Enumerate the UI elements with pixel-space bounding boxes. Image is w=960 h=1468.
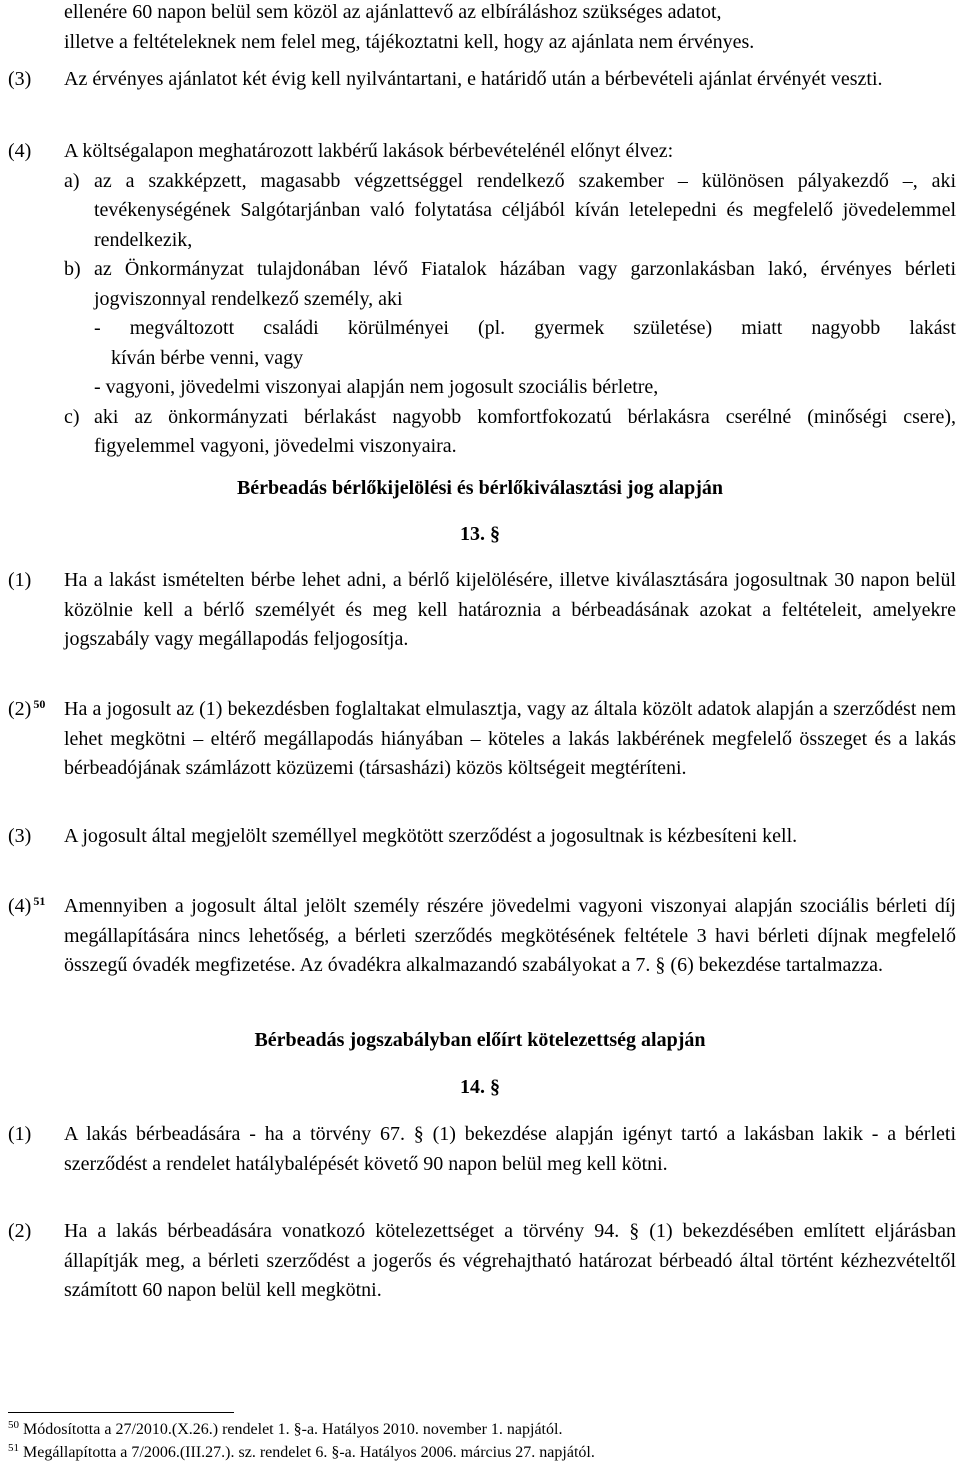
footnote-number: 50 [8, 1419, 19, 1431]
footnote-51 [8, 1443, 595, 1463]
list-label: a) [64, 169, 80, 192]
list-item-b [64, 255, 956, 403]
paragraph-number: (4) $^{51}$ [8, 894, 46, 917]
paragraph-12-4 [8, 137, 956, 462]
paragraph-text: Ha a lakás bérbeadására vonatkozó kötelezettséget a törvény 94. § (1) bekezdésében említett eljárásban állapítják meg, a bérleti szerződést a jogerős és végrehajtható határozat bérbeadó által történt kézhezvételtől számított 60 napon belül kell megkötni. [64, 1220, 956, 1301]
paragraph-text: Az érvényes ajánlatot két évig kell nyilvántartani, e határidő után a bérbevételi ajánlat érvényét veszti. [64, 68, 883, 90]
dash-item-2: - vagyoni, jövedelmi viszonyai alapján nem jogosult szociális bérletre, [94, 376, 659, 398]
paragraph-text: Ha a lakást ismételten bérbe lehet adni, a bérlő kijelölésére, illetve kiválasztására jogosultnak 30 napon belül közölnie kell a bérlő személyét és meg kell határoznia a bérbeadásának azokat a feltételeit, amelyekre jogszabály vagy megállapodás feljogosítja. [64, 569, 956, 650]
paragraph-14-1 [8, 1120, 956, 1179]
list-label: b) [64, 258, 81, 280]
footnote-separator [8, 1412, 234, 1413]
paragraph-13-3 [8, 822, 956, 852]
paragraph-13-4 [8, 892, 956, 981]
section-number-14: 14. § [460, 1076, 500, 1098]
section-heading-14: Bérbeadás jogszabályban előírt kötelezettség alapján [254, 1029, 706, 1051]
list-text: az a szakképzett, magasabb végzettséggel rendelkező szakember – különösen pályakezdő –, aki tevékenységének Salgótarjánban való folytatása céljából kíván letelepedni és megfelelő jövedelemmel rendelkezik, [94, 169, 956, 251]
list-text: aki az önkormányzati bérlakást nagyobb komfortfokozatú bérlakásra cserélné (minőségi csere), figyelemmel vagyoni, jövedelmi viszonyaira. [94, 405, 956, 457]
paragraph-number: (1) [8, 569, 32, 591]
paragraph-number: (2) $^{50}$ [8, 697, 46, 720]
footnote-ref-51[interactable]: 51 [33, 894, 46, 908]
footnote-text: Módosította a 27/2010.(X.26.) rendelet 1. §-a. Hatályos 2010. november 1. napjától. [23, 1421, 563, 1438]
dash-item-1-cont: kíván bérbe venni, vagy [111, 346, 304, 369]
intro-line-1: ellenére 60 napon belül sem közöl az ajánlattevő az elbíráláshoz szükséges adatot, [64, 1, 722, 23]
paragraph-text: A jogosult által megjelölt személlyel megkötött szerződést a jogosultnak is kézbesíteni kell. [64, 825, 798, 847]
paragraph-number: (2) [8, 1220, 32, 1242]
list-item-a [64, 167, 956, 256]
paragraph-text: Ha a jogosult az (1) bekezdésben foglaltakat elmulasztja, vagy az általa közölt adatok alapján a szerződést nem lehet megkötni – eltérő megállapodás hiányában – köteles a lakás lakbérének megfelelő összeget és a lakás bérbeadójának számlázott közüzemi (társasházi) közös költségeit megtéríteni. [64, 698, 956, 779]
footnote-number: 51 [8, 1442, 19, 1454]
paragraph-number: (4) [8, 140, 32, 162]
paragraph-13-1 [8, 566, 956, 655]
paragraph-13-2 [8, 695, 956, 784]
paragraph-14-2 [8, 1217, 956, 1306]
footnote-text: Megállapította a 7/2006.(III.27.). sz. rendelet 6. §-a. Hatályos 2006. március 27. napjától. [23, 1444, 595, 1461]
paragraph-text: A lakás bérbeadására - ha a törvény 67. § (1) bekezdése alapján igényt tartó a lakásban lakik - a bérleti szerződést a rendelet hatálybalépését követő 90 napon belül meg kell kötni. [64, 1123, 956, 1175]
paragraph-number: (3) [8, 68, 32, 90]
paragraph-12-3 [8, 65, 956, 95]
list-label: c) [64, 405, 80, 428]
paragraph-number: (3) [8, 825, 32, 847]
section-heading-13: Bérbeadás bérlőkijelölési és bérlőkiválasztási jog alapján [236, 477, 724, 499]
paragraph-number: (1) [8, 1123, 32, 1145]
intro-line-2: illetve a feltételeknek nem felel meg, tájékoztatni kell, hogy az ajánlata nem érvényes. [64, 30, 755, 53]
paragraph-text: Amennyiben a jogosult által jelölt személy részére jövedelmi vagyoni viszonyai alapján szociális bérleti díj megállapítására nincs lehetőség, a bérleti szerződés megkötésének feltétele 3 havi bérleti díjnak megfelelő összegű óvadék megfizetése. Az óvadékra alkalmazandó szabályokat a 7. § (6) bekezdése tartalmazza. [64, 895, 956, 976]
dash-item-1: - megváltozott családi körülményei (pl. gyermek születése) miatt nagyobb lakást [94, 317, 956, 339]
paragraph-lead: A költségalapon meghatározott lakbérű lakások bérbevételénél előnyt élvez: [64, 140, 674, 162]
footnote-50 [8, 1420, 562, 1440]
list-item-c [64, 403, 956, 462]
footnote-ref-50[interactable]: 50 [33, 697, 46, 711]
intro-text [64, 0, 956, 57]
section-number-13: 13. § [460, 523, 500, 545]
list-text: az Önkormányzat tulajdonában lévő Fiatalok házában vagy garzonlakásban lakó, érvényes bérleti jogviszonnyal rendelkező személy, aki [94, 258, 956, 310]
